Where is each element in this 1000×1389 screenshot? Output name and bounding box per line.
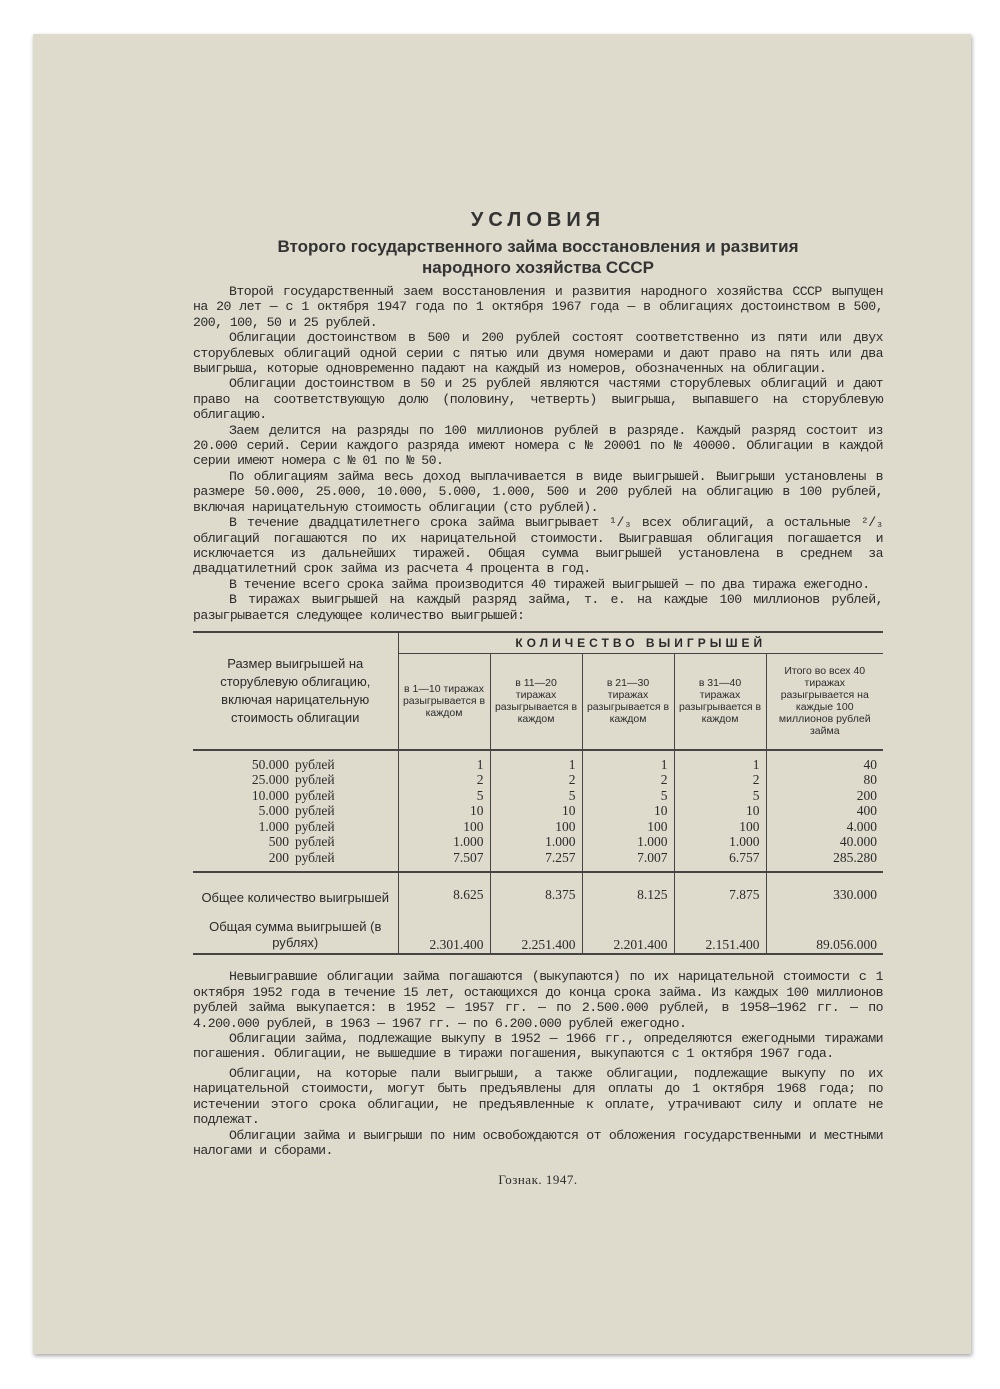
table-cell: 5 — [398, 788, 490, 804]
paragraph: В течение всего срока займа производится 40 тиражей выигрышей — по два тиража ежегодно. — [229, 576, 870, 592]
paragraph: По облигациям займа весь доход выплачивается в виде выигрышей. Выигрыши установлены в размере 50.000, 25.000, 10.000, 5.000, 1.000, 500 и 200 рублей на облигацию в 100 рублей, включая нарицательную стоимость облигации (сто рублей). — [193, 468, 883, 515]
table-cell: 100 — [490, 819, 582, 835]
total-sum-row — [193, 916, 883, 954]
paragraph: Облигации займа, подлежащие выкупу в 1952 — 1966 гг., определяются ежегодными тиражами погашения. Облигации, не вышедшие в тиражи погашения, выкупаются с 1 октября 1967 года. — [193, 1031, 883, 1062]
column-header: в 21—30 тиражах разыгрывается в каждом — [582, 653, 674, 750]
win-unit: рублей — [295, 818, 335, 834]
document-subtitle-line1: Второго государственного займа восстановления и развития — [277, 237, 799, 256]
paragraph: В тиражах выигрышей на каждый разряд займа, т. е. на каждые 100 миллионов рублей, разыгрывается следующее количество выигрышей: — [193, 592, 883, 623]
table-cell: 1.000 — [582, 834, 674, 850]
table-cell: 89.056.000 — [766, 916, 883, 954]
column-header: Итого во всех 40 тиражах разыгрывается на каждые 100 миллионов рублей займа — [766, 653, 883, 750]
table-row — [193, 850, 883, 873]
quantity-header: КОЛИЧЕСТВО ВЫИГРЫШЕЙ — [398, 632, 883, 654]
table-cell: 5 — [582, 788, 674, 804]
table-cell: 5 — [490, 788, 582, 804]
column-header: в 1—10 тиражах разыгрывается в каждом — [398, 653, 490, 750]
table-cell: 10 — [490, 803, 582, 819]
printer-imprint: Гознак. 1947. — [498, 1172, 578, 1188]
win-unit: рублей — [295, 803, 335, 819]
table-cell: 8.625 — [398, 872, 490, 916]
table-cell: 7.507 — [398, 850, 490, 873]
win-amount: 500 — [268, 834, 289, 850]
table-cell: 285.280 — [766, 850, 883, 873]
total-count-label: Общее количество выигрышей — [201, 889, 390, 905]
paragraphs-before — [193, 284, 883, 623]
win-unit: рублей — [295, 772, 335, 788]
paragraph: Облигации достоинством в 500 и 200 рублей состоят соответственно из пяти или двух сторублевых облигаций одной серии с пятью или двумя номерами и дают право на пять или два выигрыша, которые одновременно падают на каждый из номеров, обозначенных на облигации. — [193, 330, 883, 377]
size-column-header: Размер выигрышей на сторублевую облигацию, включая нарицательную стоимость облигации — [193, 632, 398, 750]
document-subtitle-line2: народного хозяйства СССР — [421, 258, 655, 277]
total-sum-label: Общая сумма выигрышей (в рублях) — [209, 918, 382, 950]
win-amount: 5.000 — [258, 803, 289, 819]
document-sheet — [33, 34, 971, 1354]
table-cell: 1 — [398, 750, 490, 773]
paragraph: Облигации достоинством в 50 и 25 рублей являются частями сторублевых облигаций и дают право на соответствующую долю (половину, четверть) выигрыша, выпавшего на сторублевую облигацию. — [193, 376, 883, 423]
table-row — [193, 819, 883, 835]
paragraph: Облигации займа и выигрыши по ним освобождаются от обложения государственными и местными налогами и сборами. — [193, 1127, 883, 1158]
table-cell: 2.201.400 — [582, 916, 674, 954]
document-title: УСЛОВИЯ — [470, 209, 606, 231]
table-cell: 100 — [398, 819, 490, 835]
table-cell: 1 — [674, 750, 766, 773]
paragraph: Облигации, на которые пали выигрыши, а также облигации, подлежащие выкупу по их нарицательной стоимости, могут быть предъявлены для оплаты до 1 октября 1968 года; по истечении этого срока облигации, не предъявленные к оплате, утрачивают силу и оплате не подлежат. — [193, 1065, 883, 1128]
table-cell: 2 — [582, 772, 674, 788]
total-count-row — [193, 872, 883, 916]
paragraph: В течение двадцатилетнего срока займа выигрывает ¹/₃ всех облигаций, а остальные ²/₃ облигаций погашаются по их нарицательной стоимости. Выигравшая облигация погашается и исключается из дальнейших тиражей. Общая сумма выигрышей установлена в среднем за двадцатилетний срок займа из расчета 4 процента в год. — [193, 515, 883, 577]
table-cell: 7.007 — [582, 850, 674, 873]
column-header: в 11—20 тиражах разыгрывается в каждом — [490, 653, 582, 750]
table-cell: 400 — [766, 803, 883, 819]
win-unit: рублей — [295, 756, 335, 772]
win-amount: 200 — [268, 849, 289, 865]
table-cell: 2 — [490, 772, 582, 788]
win-unit: рублей — [295, 849, 335, 865]
table-cell: 8.375 — [490, 872, 582, 916]
paragraph: Второй государственный заем восстановления и развития народного хозяйства СССР выпущен на 20 лет — с 1 октября 1947 года по 1 октября 1967 года — в облигациях достоинством в 500, 200, 100, 50 и 25 рублей. — [193, 284, 883, 330]
table-cell: 80 — [766, 772, 883, 788]
table-row — [193, 772, 883, 788]
table-row — [193, 803, 883, 819]
table-cell: 1.000 — [674, 834, 766, 850]
paragraph: Невыигравшие облигации займа погашаются (выкупаются) по их нарицательной стоимости с 1 октября 1952 года в течение 15 лет, остающихся до конца срока займа. Из каждых 100 миллионов рублей займа выкупается: в 1952 — 1957 гг. — по 2.500.000 рублей, в 1958—1962 гг. — по 4.200.000 рублей, в 1963 — 1967 гг. — по 6.200.000 рублей ежегодно. — [193, 969, 883, 1031]
paragraph: Заем делится на разряды по 100 миллионов рублей в разряде. Каждый разряд состоит из 20.000 серий. Серии каждого разряда имеют номера с № 20001 по № 40000. Облигации в каждой серии имеют номера с № 01 по № 50. — [193, 422, 883, 469]
table-cell: 100 — [582, 819, 674, 835]
table-cell: 7.875 — [674, 872, 766, 916]
table-cell: 100 — [674, 819, 766, 835]
column-header: в 31—40 тиражах разыгрывается в каждом — [674, 653, 766, 750]
table-cell: 10 — [582, 803, 674, 819]
table-cell: 1.000 — [490, 834, 582, 850]
table-row — [193, 750, 883, 773]
table-cell: 2 — [398, 772, 490, 788]
win-amount: 50.000 — [251, 756, 289, 772]
paragraphs-after — [193, 969, 883, 1158]
table-cell: 4.000 — [766, 819, 883, 835]
table-row — [193, 788, 883, 804]
table-cell: 1 — [582, 750, 674, 773]
table-cell: 200 — [766, 788, 883, 804]
table-cell: 10 — [398, 803, 490, 819]
table-row — [193, 834, 883, 850]
win-unit: рублей — [295, 787, 335, 803]
win-amount: 10.000 — [251, 787, 289, 803]
table-cell: 2.251.400 — [490, 916, 582, 954]
table-cell: 2 — [674, 772, 766, 788]
table-cell: 8.125 — [582, 872, 674, 916]
table-cell: 6.757 — [674, 850, 766, 873]
table-cell: 2.301.400 — [398, 916, 490, 954]
winnings-table — [193, 631, 883, 956]
table-cell: 1.000 — [398, 834, 490, 850]
win-amount: 25.000 — [251, 772, 289, 788]
table-cell: 7.257 — [490, 850, 582, 873]
table-cell: 1 — [490, 750, 582, 773]
document-content — [193, 209, 883, 1188]
table-cell: 40.000 — [766, 834, 883, 850]
table-cell: 10 — [674, 803, 766, 819]
win-unit: рублей — [295, 834, 335, 850]
table-cell: 40 — [766, 750, 883, 773]
table-cell: 2.151.400 — [674, 916, 766, 954]
win-amount: 1.000 — [258, 818, 289, 834]
table-cell: 330.000 — [766, 872, 883, 916]
table-cell: 5 — [674, 788, 766, 804]
